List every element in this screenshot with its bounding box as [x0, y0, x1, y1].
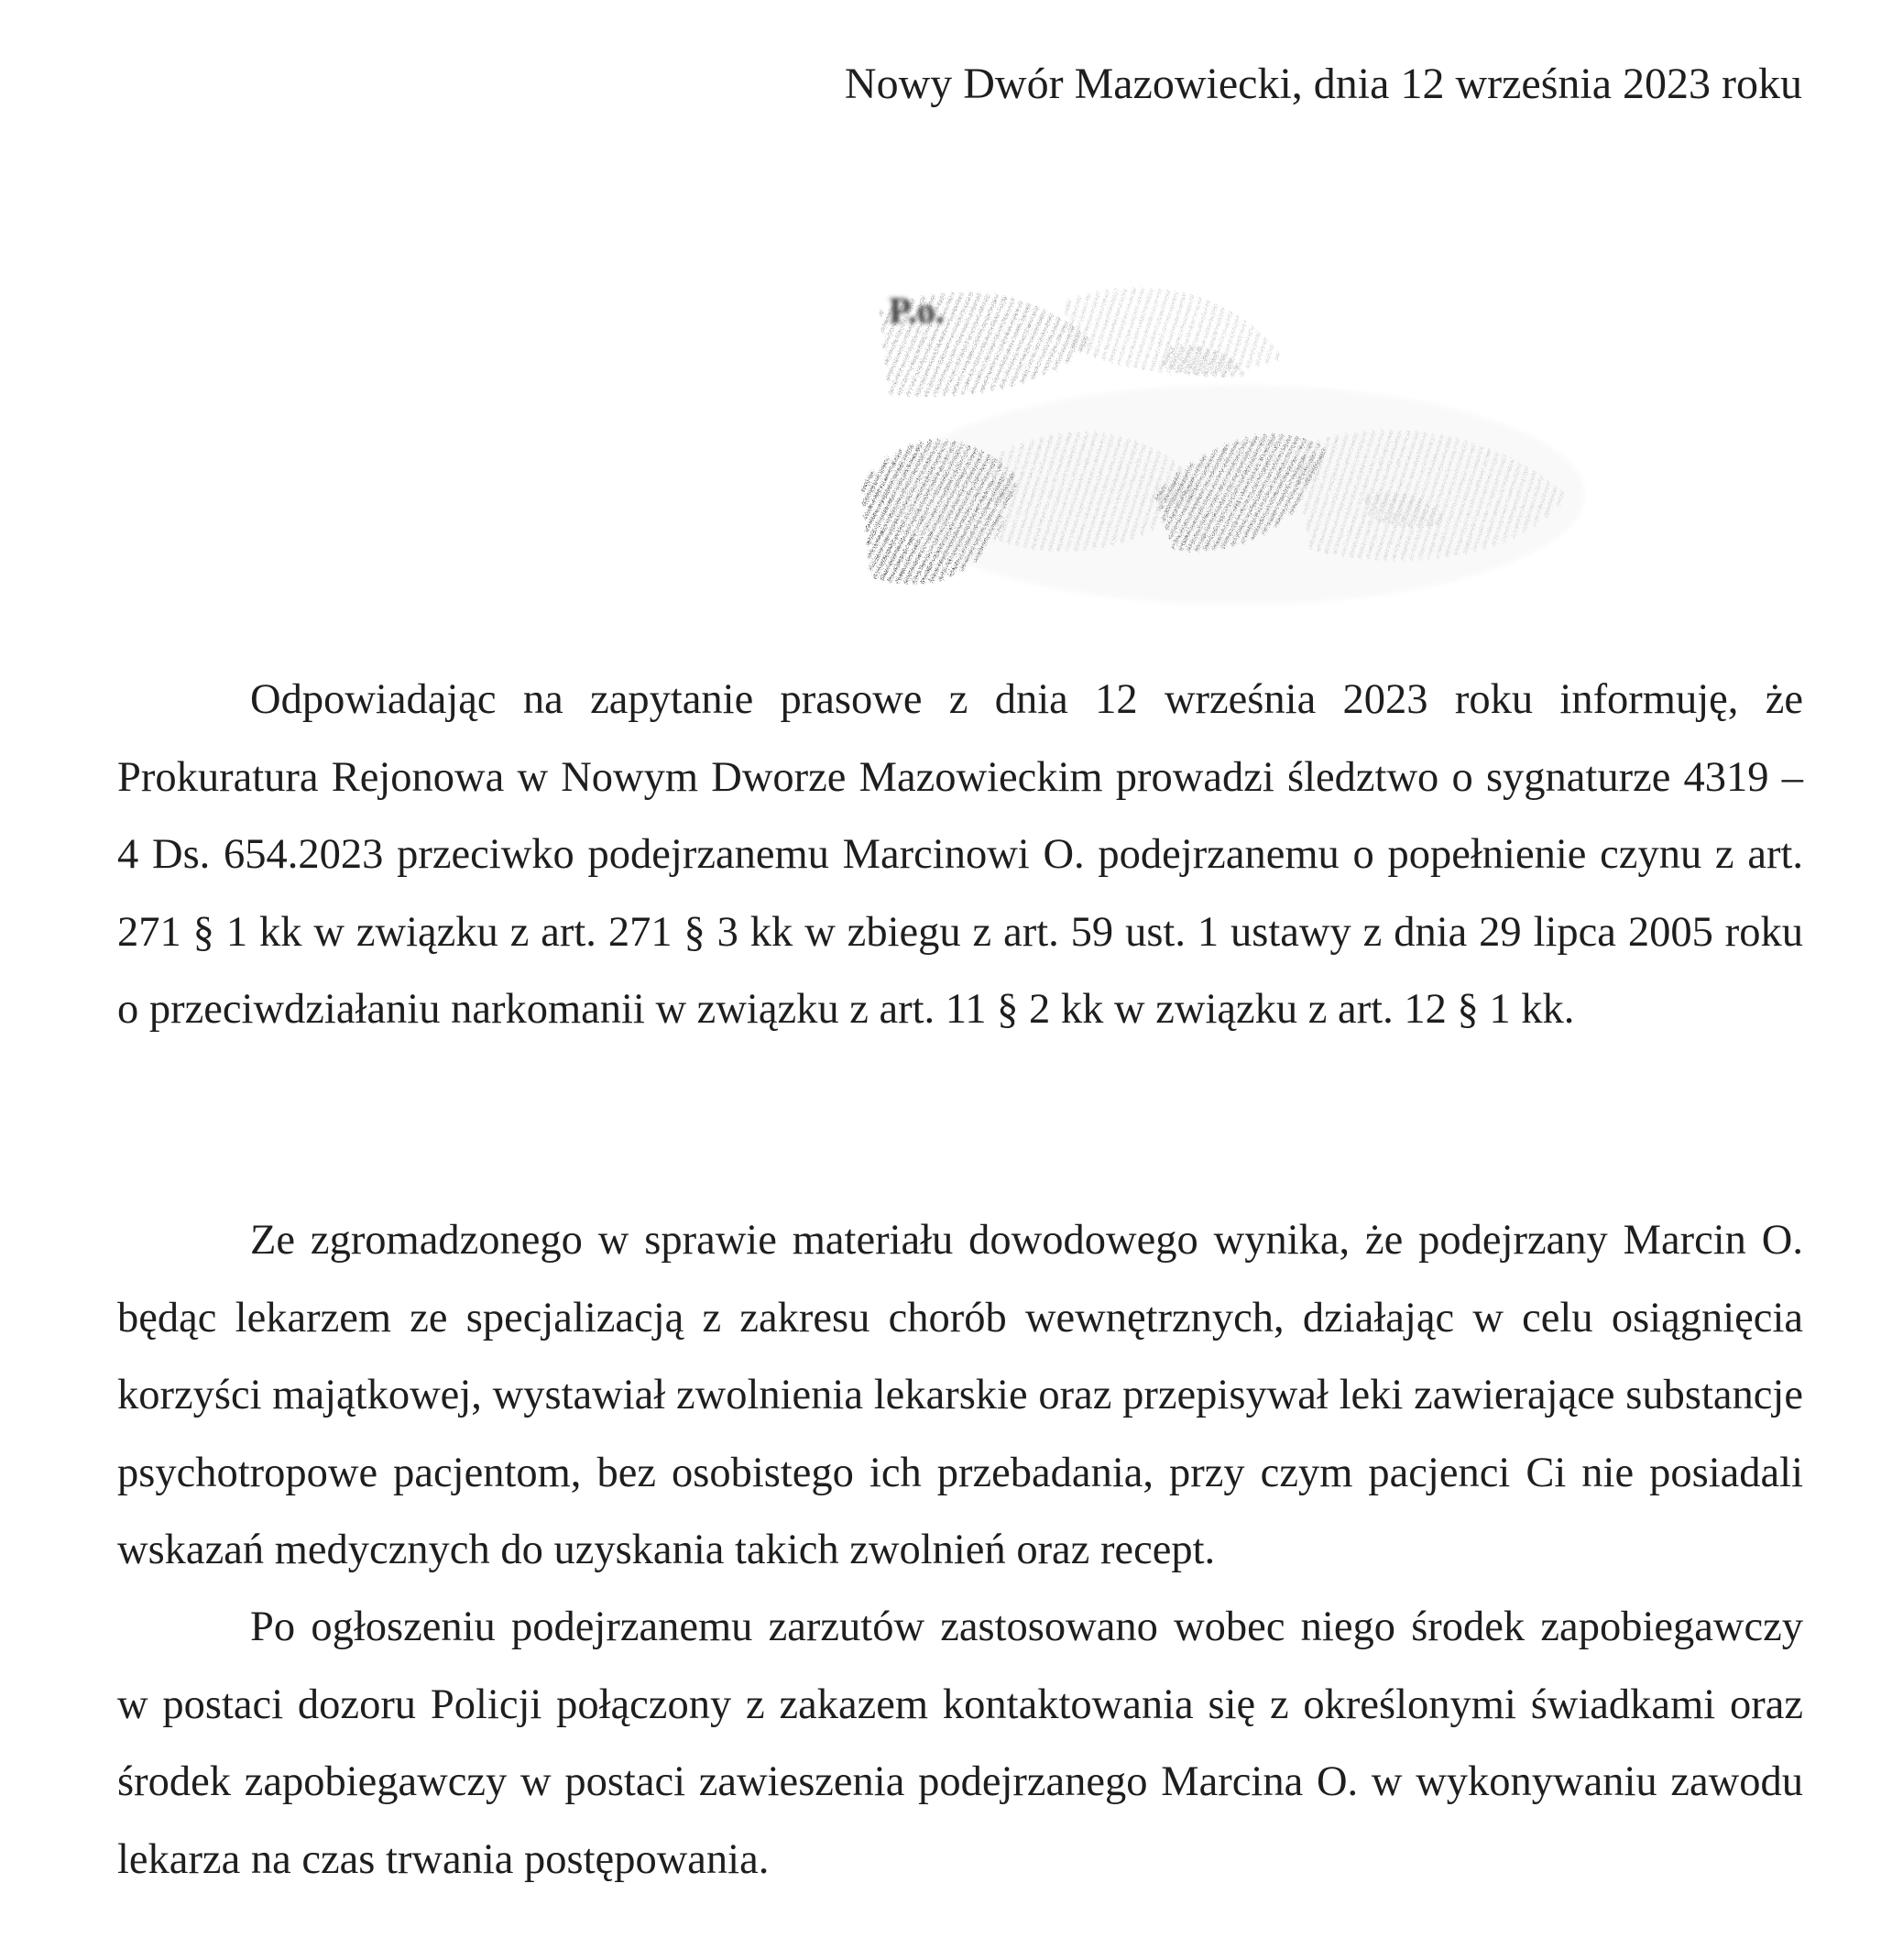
body-paragraph-3	[117, 1589, 1803, 1899]
body-paragraph-1	[117, 662, 1803, 1049]
paragraph-text: Po ogłoszeniu podejrzanemu zarzutów zastosowano wobec niego środek zapobiegawczy w postaci dozoru Policji połączony z zakazem kontaktowania się z określonymi świadkami oraz środek zapobiegawczy w postaci zawieszenia podejrzanego Marcina O. w wykonywaniu zawodu lekarza na czas trwania postępowania.	[117, 1604, 1803, 1883]
redacted-signature-stamp	[852, 275, 1750, 660]
paragraph-text: Odpowiadając na zapytanie prasowe z dnia 12 września 2023 roku informuję, że Prokuratura Rejonowa w Nowym Dworze Mazowieckim prowadzi śledztwo o sygnaturze 4319 – 4 Ds. 654.2023 przeciwko podejrzanemu Marcinowi O. podejrzanemu o popełnienie czynu z art. 271 § 1 kk w związku z art. 271 § 3 kk w zbiegu z art. 59 ust. 1 ustawy z dnia 29 lipca 2005 roku o przeciwdziałaniu narkomanii w związku z art. 11 § 2 kk w związku z art. 12 § 1 kk.	[117, 676, 1803, 1033]
body-paragraph-2	[117, 1202, 1803, 1590]
stamp-text: P.o.	[889, 290, 945, 331]
paragraph-text: Ze zgromadzonego w sprawie materiału dowodowego wynika, że podejrzany Marcin O. będąc lekarzem ze specjalizacją z zakresu chorób wewnętrznych, działając w celu osiągnięcia korzyści majątkowej, wystawiał zwolnienia lekarskie oraz przepisywał leki zawierające substancje psychotropowe pacjentom, bez osobistego ich przebadania, przy czym pacjenci Ci nie posiadali wskazań medycznych do uzyskania takich zwolnień oraz recept.	[117, 1217, 1803, 1573]
date-line: Nowy Dwór Mazowiecki, dnia 12 września 2023 roku	[844, 60, 1802, 108]
